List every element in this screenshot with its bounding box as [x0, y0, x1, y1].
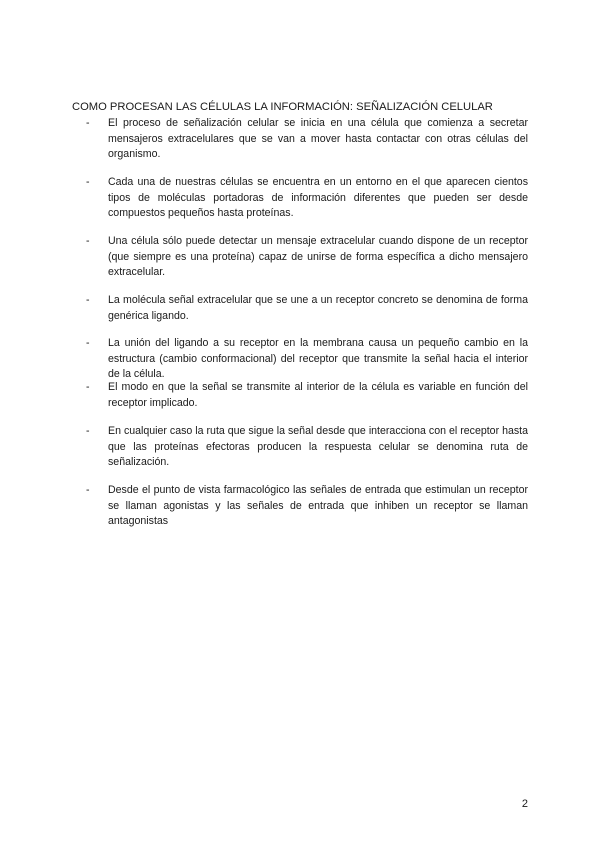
list-item — [86, 175, 528, 222]
list-item — [86, 380, 528, 411]
bullet-marker: - — [86, 117, 90, 129]
bullet-marker: - — [86, 176, 90, 188]
bullet-marker: - — [86, 294, 90, 306]
bullet-text: La unión del ligando a su receptor en la membrana causa un pequeño cambio en la estructura (cambio conformacional) del receptor que transmite la señal hacia el interior de la célula. — [108, 337, 528, 380]
bullet-text: La molécula señal extracelular que se une a un receptor concreto se denomina de forma genérica ligando. — [108, 294, 528, 322]
bullet-marker: - — [86, 337, 90, 349]
bullet-text: Una célula sólo puede detectar un mensaje extracelular cuando dispone de un receptor (que siempre es una proteína) capaz de unirse de forma específica a dicho mensajero extracelular. — [108, 235, 528, 278]
bullet-marker: - — [86, 235, 90, 247]
bullet-text: En cualquier caso la ruta que sigue la señal desde que interacciona con el receptor hasta que las proteínas efectoras producen la respuesta celular se denomina ruta de señalización. — [108, 425, 528, 468]
bullet-marker: - — [86, 381, 90, 393]
bullet-marker: - — [86, 425, 90, 437]
list-item — [86, 424, 528, 471]
page-number: 2 — [521, 798, 528, 810]
list-item — [86, 336, 528, 383]
bullet-text: El modo en que la señal se transmite al interior de la célula es variable en función del receptor implicado. — [108, 381, 528, 409]
list-item — [86, 293, 528, 324]
bullet-text: El proceso de señalización celular se inicia en una célula que comienza a secretar mensajeros extracelulares que se van a mover hasta contactar con otras células del organismo. — [108, 117, 528, 160]
document-title: COMO PROCESAN LAS CÉLULAS LA INFORMACIÓN: SEÑALIZACIÓN CELULAR — [72, 101, 493, 113]
bullet-text: Desde el punto de vista farmacológico las señales de entrada que estimulan un receptor se llaman agonistas y las señales de entrada que inhiben un receptor se llaman antagonistas — [108, 484, 528, 527]
list-item — [86, 116, 528, 163]
bullet-marker: - — [86, 484, 90, 496]
bullet-text: Cada una de nuestras células se encuentra en un entorno en el que aparecen cientos tipos de moléculas portadoras de información diferentes que pueden ser desde compuestos pequeños hasta proteínas. — [108, 176, 528, 219]
list-item — [86, 483, 528, 530]
list-item — [86, 234, 528, 281]
